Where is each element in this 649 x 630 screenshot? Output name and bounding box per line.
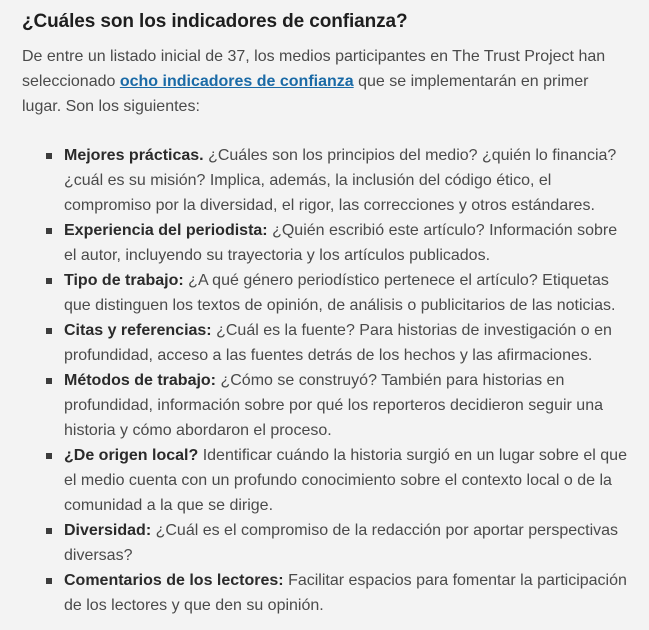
indicator-description: ¿Cuáles son los principios del medio? ¿quién lo financia? ¿cuál es su misión? Implica, además, la inclusión del código ético, el compromiso por la diversidad, el rigor, las correcciones y otros estándares.	[64, 147, 617, 214]
list-item	[64, 318, 627, 368]
indicator-description: ¿Cuál es la fuente? Para historias de investigación o en profundidad, acceso a las fuentes detrás de los hechos y las afirmaciones.	[64, 322, 612, 364]
indicator-description: ¿Quién escribió este artículo? Información sobre el autor, incluyendo su trayectoria y los artículos publicados.	[64, 222, 618, 264]
indicator-description: ¿Cómo se construyó? También para historias en profundidad, información sobre por qué los reporteros decidieron seguir una historia y cómo abordaron el proceso.	[64, 372, 603, 439]
list-item	[64, 368, 627, 443]
indicator-term: Diversidad:	[64, 522, 152, 539]
indicator-term: ¿De origen local?	[64, 447, 199, 464]
list-item	[64, 518, 627, 568]
list-item	[64, 443, 627, 518]
indicator-term: Citas y referencias:	[64, 322, 212, 339]
indicator-description: ¿A qué género periodístico pertenece el artículo? Etiquetas que distinguen los textos de opinión, de análisis o publicitarios de las noticias.	[64, 272, 616, 314]
indicator-term: Comentarios de los lectores:	[64, 572, 284, 589]
indicator-description: Identificar cuándo la historia surgió en un lugar sobre el que el medio cuenta con un profundo conocimiento sobre el contexto local o de la comunidad a la que se dirige.	[64, 447, 627, 514]
list-item	[64, 218, 627, 268]
section-title: ¿Cuáles son los indicadores de confianza?	[22, 11, 408, 32]
indicator-term: Métodos de trabajo:	[64, 372, 217, 389]
list-item	[64, 568, 627, 618]
intro-text-after: que se implementarán en primer lugar. Son los siguientes:	[22, 73, 589, 115]
list-item	[64, 268, 627, 318]
indicators-list	[22, 143, 627, 618]
indicator-term: Tipo de trabajo:	[64, 272, 184, 289]
list-item	[64, 143, 627, 218]
intro-text-before: De entre un listado inicial de 37, los medios participantes en The Trust Project han seleccionado	[22, 48, 606, 90]
indicator-description: ¿Cuál es el compromiso de la redacción por aportar perspectivas diversas?	[64, 522, 619, 564]
intro-paragraph	[22, 44, 627, 119]
indicator-description: Facilitar espacios para fomentar la participación de los lectores y que den su opinión.	[64, 572, 627, 614]
indicator-term: Mejores prácticas.	[64, 147, 204, 164]
trust-indicators-link[interactable]: ocho indicadores de confianza	[119, 73, 354, 90]
indicator-term: Experiencia del periodista:	[64, 222, 268, 239]
